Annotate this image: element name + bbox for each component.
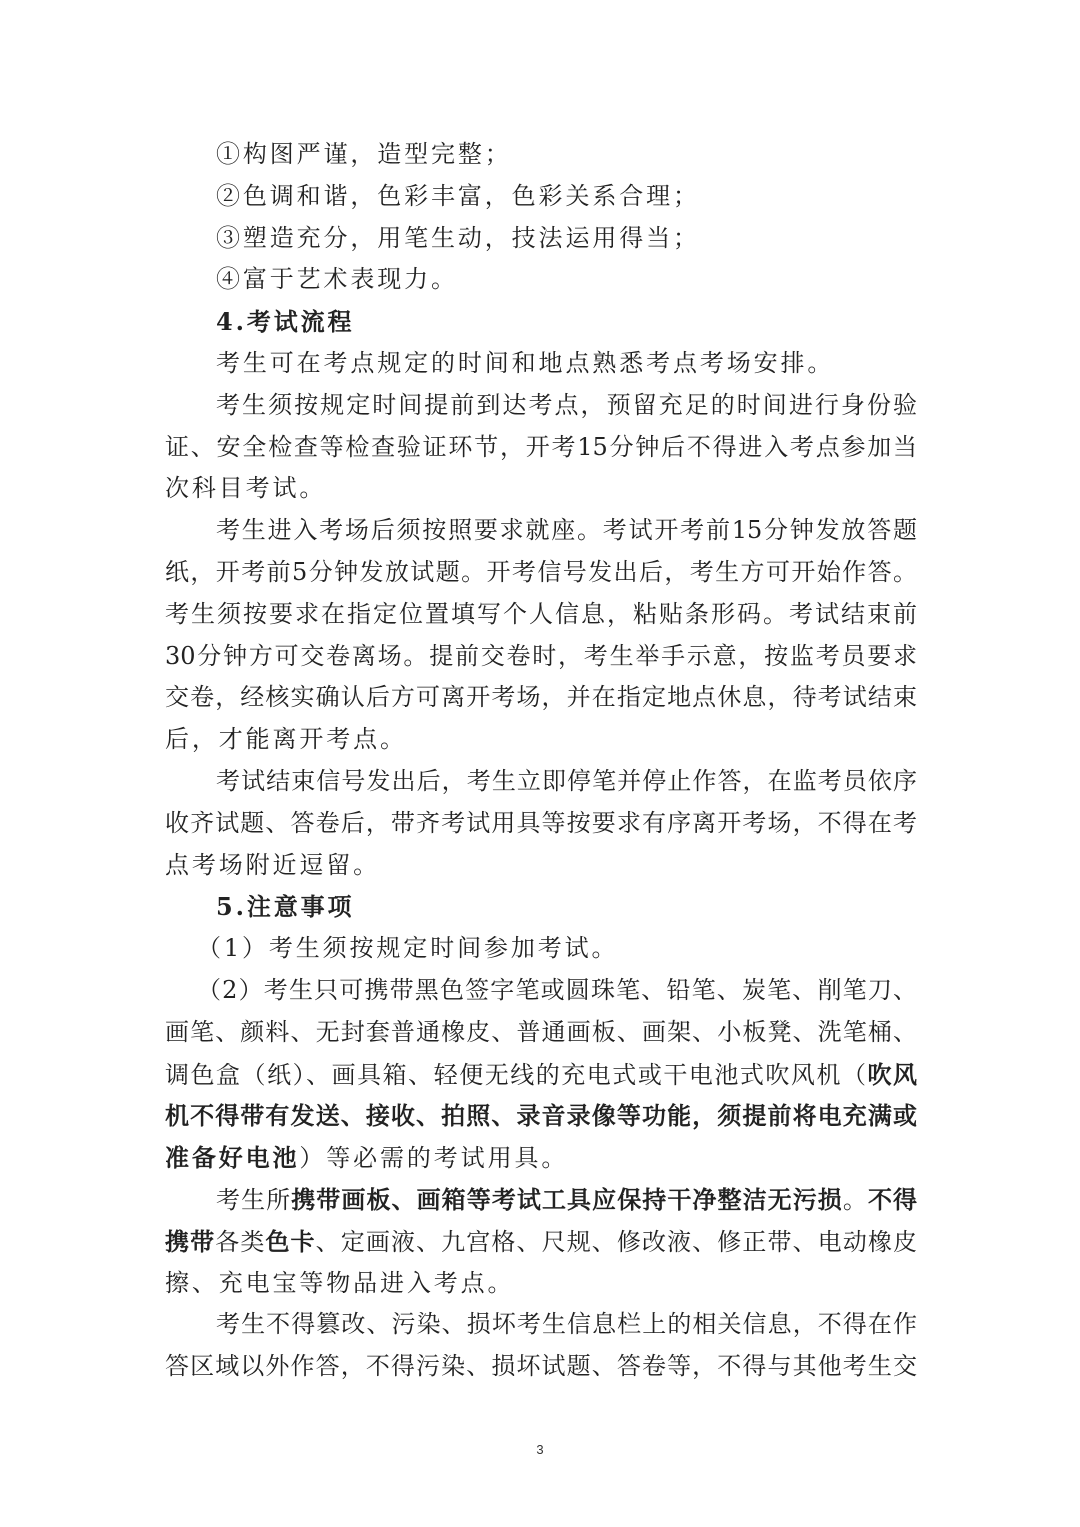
tools-line-2-b: 各类 [215,1227,266,1256]
section-4-p3-line-4: 30分钟方可交卷离场。提前交卷时，考生举手示意，按监考员要求 [165,641,917,670]
criteria-item-2: ②色调和谐，色彩丰富，色彩关系合理； [216,181,700,210]
section-5-item-2-line-3 [165,1054,917,1096]
section-4-p3-line-3: 考生须按要求在指定位置填写个人信息，粘贴条形码。考试结束前 [165,599,917,628]
item-2-line-5-bold: 准备好电池 [165,1143,300,1173]
section-4-p2-line-3: 次科目考试。 [165,474,327,503]
criteria-item-1: ①构图严谨，造型完整； [216,140,512,168]
section-4-p4-line-3: 点考场附近逗留。 [165,850,381,879]
tools-paragraph-line-2 [165,1221,917,1263]
section-5-item-1: （1）考生须按规定时间参加考试。 [197,934,619,963]
section-4-p3-line-1: 考生进入考场后须按照要求就座。考试开考前15分钟发放答题 [216,516,917,545]
tools-line-1-a: 考生所 [216,1185,292,1214]
last-paragraph-line-1: 考生不得篡改、污染、损坏考生信息栏上的相关信息，不得在作 [216,1310,917,1339]
section-4-paragraph-1: 考生可在考点规定的时间和地点熟悉考点考场安排。 [216,348,835,377]
section-5-item-2-line-5 [165,1137,917,1179]
section-4-p4-line-1: 考试结束信号发出后，考生立即停笔并停止作答，在监考员依序 [216,766,917,795]
section-4-heading: 4.考试流程 [216,307,355,337]
section-5-heading: 5.注意事项 [216,892,355,922]
section-4-p4-line-2: 收齐试题、答卷后，带齐考试用具等按要求有序离开考场，不得在考 [165,808,917,837]
section-4-p2-line-2: 证、安全检查等检查验证环节，开考15分钟后不得进入考点参加当 [165,432,917,461]
tools-line-1-c: 。 [842,1185,868,1214]
section-5-item-2-line-1: （2）考生只可携带黑色签字笔或圆珠笔、铅笔、炭笔、削笔刀、 [197,975,917,1004]
tools-line-2-a: 携带 [165,1226,216,1256]
section-4-p3-line-6: 后，才能离开考点。 [165,725,407,754]
tools-line-1-b: 携带画板、画箱等考试工具应保持干净整洁无污损 [291,1184,843,1214]
item-2-line-3-normal: 调色盒（纸）、画具箱、轻便无线的充电式或干电池式吹风机（ [165,1060,868,1089]
last-paragraph-line-2: 答区域以外作答，不得污染、损坏试题、答卷等，不得与其他考生交 [165,1352,917,1381]
page-content [165,134,917,1388]
page-number: 3 [536,1442,544,1457]
tools-line-2-c: 色卡 [265,1226,316,1256]
item-2-line-5-normal: ）等必需的考试用具。 [299,1144,569,1173]
section-5-item-2-line-2: 画笔、颜料、无封套普通橡皮、普通画板、画架、小板凳、洗笔桶、 [165,1017,917,1046]
tools-paragraph-line-1 [165,1179,917,1221]
section-4-p3-line-5: 交卷，经核实确认后方可离开考场，并在指定地点休息，待考试结束 [165,683,917,712]
section-4-p3-line-2: 纸，开考前5分钟发放试题。开考信号发出后，考生方可开始作答。 [165,557,917,586]
section-4-p2-line-1: 考生须按规定时间提前到达考点，预留充足的时间进行身份验 [216,390,917,419]
tools-line-2-d: 、定画液、九宫格、尺规、修改液、修正带、电动橡皮 [315,1227,918,1256]
tools-paragraph-line-3: 擦、充电宝等物品进入考点。 [165,1268,515,1297]
item-2-line-3-bold: 吹风 [867,1059,918,1089]
section-5-item-2-line-4: 机不得带有发送、接收、拍照、录音录像等功能，须提前将电充满或 [165,1101,917,1131]
criteria-item-3: ③塑造充分，用笔生动，技法运用得当； [216,223,700,252]
criteria-item-4: ④富于艺术表现力。 [216,265,458,294]
tools-line-1-d: 不得 [867,1184,918,1214]
